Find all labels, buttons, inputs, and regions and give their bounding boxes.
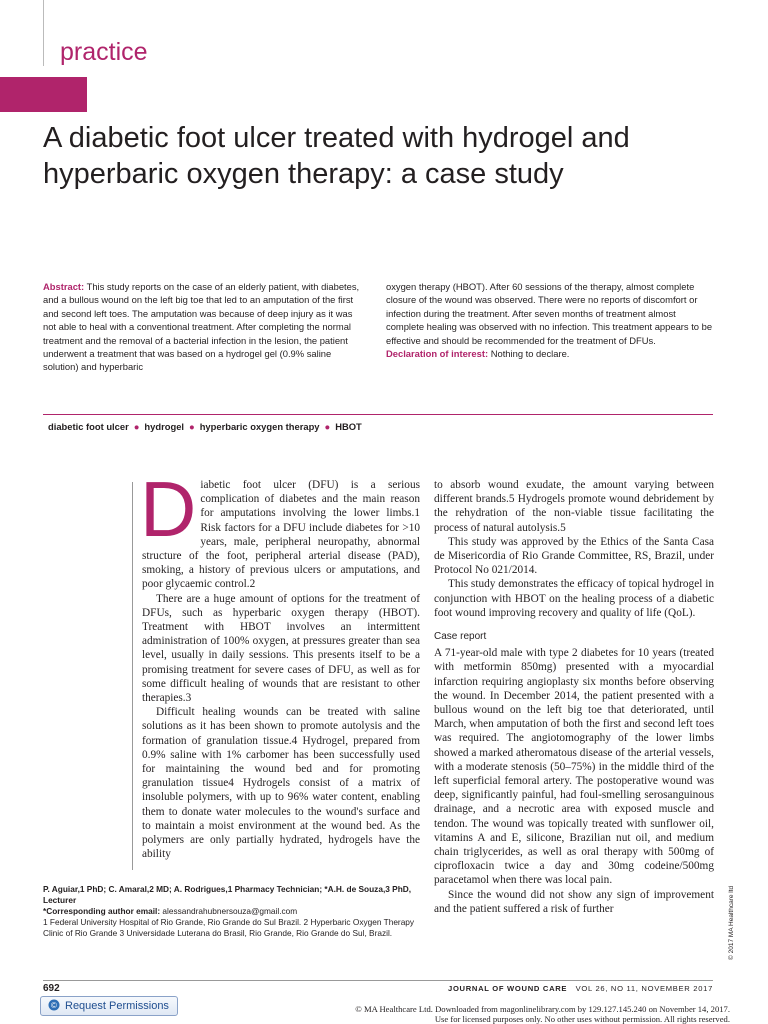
header-divider-line [43, 0, 44, 66]
abstract-divider [43, 414, 713, 415]
body-column-1 [140, 465, 420, 861]
journal-name: JOURNAL OF WOUND CARE [448, 984, 568, 993]
declaration-text: Nothing to declare. [490, 348, 570, 360]
download-line-2: Use for licensed purposes only. No other uses without permission. All rights reserved. [434, 1014, 730, 1024]
section-heading: Case report [434, 631, 487, 643]
paragraph: A 71-year-old male with type 2 diabetes for 10 years (treated with metformin 850mg) presented with a myocardial infarction requiring angioplasty six months before observing the wound. In December 2014, the patient presented with a bullous wound on the left big toe that deteriorated, until March, when amputation of both the first and second left toes was required. The angiotomography of the lower limbs showed a marked atheromatous disease of the arterial vessels, with a moderate stenosis (50–75%) in the middle third of the left superficial femoral artery. The postoperative wound was deep, significantly painful, had foul-smelling serosanguinous drainage, and a necrotic area with exposed muscle and tendon. The wound was topically treated with sunflower oil, vitamins A and E, silicone, Brazilian nut oil, and medium chain triglycerides, as well as oral therapy with 500mg of ciprofloxacin twice a day and 30mg codeine/500mg paracetamol when there was local pain. [434, 647, 714, 887]
bullet-icon: ● [133, 421, 140, 432]
keywords-line [48, 421, 362, 432]
download-notice [300, 1004, 730, 1024]
abstract-right-column [386, 280, 716, 360]
author-email: alessandrahubnersouza@gmail.com [162, 906, 298, 916]
request-permissions-label: Request Permissions [65, 1000, 169, 1012]
bullet-icon: ● [324, 421, 331, 432]
drop-cap: D [140, 465, 197, 553]
footer-divider [43, 980, 713, 981]
paragraph: This study demonstrates the efficacy of topical hydrogel in conjunction with HBOT on the healing process of a diabetic foot wound improving recovery and quality of life (QoL). [434, 578, 714, 619]
affiliations: 1 Federal University Hospital of Rio Grande, Rio Grande do Sul Brazil. 2 Hyperbaric Oxygen Therapy Clinic of Rio Grande 3 Universidade Luterana do Brasil, Rio Grande, Rio Grande do Sul, Brazil. [43, 917, 415, 938]
permissions-icon [48, 999, 60, 1014]
paragraph: to absorb wound exudate, the amount varying between different brands.5 Hydrogels promote wound debridement by the rehydration of the non-viable tissue facilitating the process of natural autolysis.5 [434, 479, 714, 534]
page-number: 692 [43, 983, 60, 994]
paragraph: Difficult healing wounds can be treated with saline solutions as it has been shown to promote autolysis and the formation of granulation tissue.4 Hydrogel, prepared from 0.9% saline with 1% carbomer has been successfully used for maintaining the wound bed and for promoting granulation tissue4 Hydrogels consist of a matrix of insoluble polymers, with up to 96% water content, enabling them to donate water molecules to the wound's surface and to maintain a moist environment at the wound bed. As the polymers are only partially hydrated, hydrogels have the ability [142, 706, 420, 861]
author-info [43, 884, 423, 939]
body-column-2 [434, 478, 714, 916]
abstract-left-column [43, 280, 363, 374]
abstract-text-right: oxygen therapy (HBOT). After 60 sessions of the therapy, almost complete closure of the wound was observed. There were no reports of discomfort or infection during the treatment. After seven months of treatment almost complete healing was observed with no infection. This treatment appears to be effective and should be recommended for the treatment of DFUs. [386, 281, 713, 346]
abstract-label: Abstract: [43, 281, 85, 292]
paragraph: iabetic foot ulcer (DFU) is a serious complication of diabetes and the main reason for amputations involving the lower limbs.1 Risk factors for a DFU include diabetes for >10 years, male, peripheral neuropathy, abnormal structure of the foot, peripheral arterial disease (PAD), smoking, a history of previous ulcers or amputations, and poor glycaemic control.2 [142, 479, 420, 591]
download-line-1: © MA Healthcare Ltd. Downloaded from magonlinelibrary.com by 129.127.145.240 on November 14, 2017. [355, 1004, 730, 1014]
journal-issue: VOL 26, NO 11, NOVEMBER 2017 [575, 984, 713, 993]
paragraph: Since the wound did not show any sign of improvement and the patient suffered a risk of further [434, 888, 714, 915]
paragraph: There are a huge amount of options for the treatment of DFUs, such as hyperbaric oxygen therapy (HBOT). Treatment with HBOT involves an intermittent administration of 100% oxygen, at pressures greater than sea level, usually in daily sessions. This presents itself to be a promising treatment for severe cases of DFU, as well as for some difficult healing of wounds that are resistant to other therapies.3 [142, 592, 420, 705]
journal-info [425, 984, 713, 993]
section-label: practice [60, 38, 148, 66]
keyword: hyperbaric oxygen therapy [199, 421, 320, 432]
keyword: HBOT [335, 421, 362, 432]
bullet-icon: ● [189, 421, 195, 432]
keyword: diabetic foot ulcer [48, 421, 129, 432]
section-color-bar [0, 77, 87, 112]
svg-text:©: © [51, 1000, 57, 1010]
column-separator [132, 482, 133, 870]
declaration-label: Declaration of interest: [386, 348, 489, 360]
paragraph: This study was approved by the Ethics of the Santa Casa de Misericordia of Rio Grande Committee, RS, Brazil, under Protocol No 021/2014. [434, 535, 714, 577]
author-names: P. Aguiar,1 PhD; C. Amaral,2 MD; A. Rodrigues,1 Pharmacy Technician; *A.H. de Souza,3 PhD, Lecturer [43, 884, 412, 905]
keyword: hydrogel [144, 421, 185, 432]
article-title: A diabetic foot ulcer treated with hydrogel and hyperbaric oxygen therapy: a case study [43, 122, 630, 190]
request-permissions-button[interactable] [40, 996, 178, 1016]
abstract-text-left: This study reports on the case of an elderly patient, with diabetes, and a bullous wound on the left big toe that led to an amputation of the first and second left toes. The amputation was because of deep injury as it was not able to heal with a conventional treatment. After completing the normal treatment and the removal of a bacterial infection in the lesion, the patient underwent a treatment that was based on a hydrogel gel (0.9% saline solution) and hyperbaric [43, 281, 360, 373]
vertical-copyright: © 2017 MA Healthcare ltd [728, 885, 735, 960]
email-label: *Corresponding author email: [43, 906, 161, 916]
